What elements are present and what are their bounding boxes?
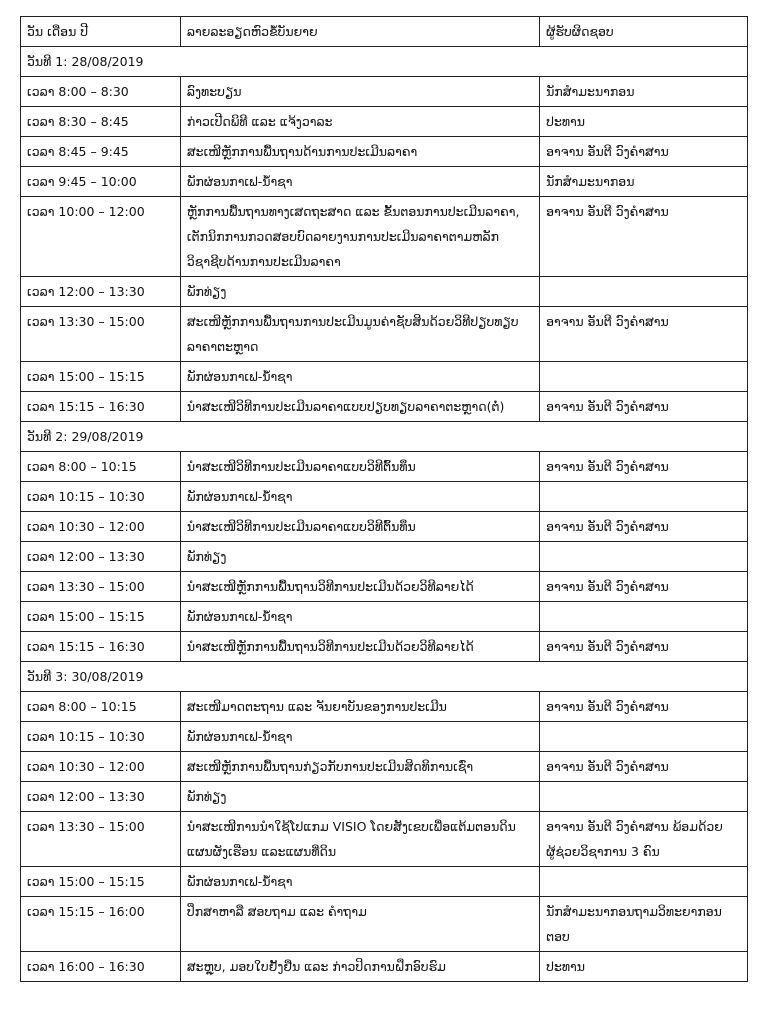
detail-cell: ພັກຜ່ອນກາເຟ-ນ້ຳຊາ	[180, 867, 539, 897]
schedule-row	[21, 452, 748, 482]
presenter-cell: ປະທານ	[540, 952, 748, 982]
time-cell: ເວລາ 15:15 – 16:30	[21, 392, 181, 422]
schedule-row	[21, 482, 748, 512]
detail-cell: ພັກຜ່ອນກາເຟ-ນ້ຳຊາ	[180, 482, 539, 512]
schedule-row	[21, 197, 748, 277]
time-cell: ເວລາ 12:00 – 13:30	[21, 277, 181, 307]
time-cell: ເວລາ 10:00 – 12:00	[21, 197, 181, 277]
presenter-cell: ອາຈານ ອັນຕີ ວົງຄຳສານ ພ້ອມດ້ວຍຜູ້ຊ່ວຍວິຊາການ 3 ຄົນ	[540, 812, 748, 867]
detail-cell: ສະເໜີຫຼັກການພື້ນຖານການປະເມີນມູນຄ່າຊັບສິນດ້ວຍວິທີປຽບທຽບລາຄາຕະຫຼາດ	[180, 307, 539, 362]
detail-cell: ພັກຜ່ອນກາເຟ-ນ້ຳຊາ	[180, 362, 539, 392]
presenter-cell: ນັກສຳມະນາກອນ	[540, 77, 748, 107]
detail-cell: ນຳສະເໜີການນຳໃຊ້ໂປແກມ VISIO ໂດຍສັງເຂບເພື່ອແຕ້ມຕອນດິນ ແຜນຜັງເຮືອນ ແລະແຜນທີ່ດິນ	[180, 812, 539, 867]
detail-cell: ພັກທ່ຽງ	[180, 542, 539, 572]
time-cell: ເວລາ 9:45 – 10:00	[21, 167, 181, 197]
header-detail: ລາຍລະອຽດຫົວຂໍ້ບັນຍາຍ	[180, 17, 539, 47]
presenter-cell	[540, 542, 748, 572]
presenter-cell: ອາຈານ ອັນຕີ ວົງຄຳສານ	[540, 137, 748, 167]
schedule-row	[21, 107, 748, 137]
schedule-row	[21, 542, 748, 572]
header-date: ວັນ ເດືອນ ປີ	[21, 17, 181, 47]
detail-cell: ພັກທ່ຽງ	[180, 277, 539, 307]
schedule-row	[21, 897, 748, 952]
time-cell: ເວລາ 10:30 – 12:00	[21, 512, 181, 542]
schedule-row	[21, 692, 748, 722]
presenter-cell	[540, 482, 748, 512]
time-cell: ເວລາ 8:00 – 10:15	[21, 692, 181, 722]
presenter-cell	[540, 782, 748, 812]
header-row	[21, 17, 748, 47]
detail-cell: ພັກຜ່ອນກາເຟ-ນ້ຳຊາ	[180, 167, 539, 197]
detail-cell: ພັກຜ່ອນກາເຟ-ນ້ຳຊາ	[180, 602, 539, 632]
time-cell: ເວລາ 15:00 – 15:15	[21, 602, 181, 632]
detail-cell: ກ່າວເປີດພິທີ ແລະ ແຈ້ງວາລະ	[180, 107, 539, 137]
time-cell: ເວລາ 13:30 – 15:00	[21, 812, 181, 867]
schedule-row	[21, 572, 748, 602]
schedule-row	[21, 812, 748, 867]
presenter-cell: ອາຈານ ອັນຕີ ວົງຄຳສານ	[540, 452, 748, 482]
day-section-row	[21, 47, 748, 77]
detail-cell: ນຳສະເໜີຫຼັກການພື້ນຖານວິທີການປະເມີນດ້ວຍວິທີລາຍໄດ້	[180, 632, 539, 662]
presenter-cell	[540, 362, 748, 392]
presenter-cell: ປະທານ	[540, 107, 748, 137]
time-cell: ເວລາ 10:30 – 12:00	[21, 752, 181, 782]
detail-cell: ນຳສະເໜີວິທີການປະເມີນລາຄາແບບວິທີຕົ້ນທຶນ	[180, 452, 539, 482]
detail-cell: ສະເໜີມາດຕະຖານ ແລະ ຈັນຍາບັນຂອງການປະເມີນ	[180, 692, 539, 722]
schedule-row	[21, 277, 748, 307]
schedule-row	[21, 602, 748, 632]
time-cell: ເວລາ 10:15 – 10:30	[21, 722, 181, 752]
detail-cell: ນຳສະເໜີຫຼັກການພື້ນຖານວິທີການປະເມີນດ້ວຍວິທີລາຍໄດ້	[180, 572, 539, 602]
presenter-cell: ອາຈານ ອັນຕີ ວົງຄຳສານ	[540, 392, 748, 422]
schedule-row	[21, 392, 748, 422]
schedule-row	[21, 632, 748, 662]
time-cell: ເວລາ 8:00 – 10:15	[21, 452, 181, 482]
day-section-label: ວັນທີ 2: 29/08/2019	[21, 422, 748, 452]
presenter-cell	[540, 277, 748, 307]
detail-cell: ປຶກສາຫາລື ສອບຖາມ ແລະ ຄຳຖາມ	[180, 897, 539, 952]
schedule-row	[21, 512, 748, 542]
detail-cell: ນຳສະເໜີວິທີການປະເມີນລາຄາແບບປຽບທຽບລາຄາຕະຫຼາດ(ຕໍ່)	[180, 392, 539, 422]
time-cell: ເວລາ 13:30 – 15:00	[21, 572, 181, 602]
detail-cell: ນຳສະເໜີວິທີການປະເມີນລາຄາແບບວິທີຕົ້ນທຶນ	[180, 512, 539, 542]
time-cell: ເວລາ 10:15 – 10:30	[21, 482, 181, 512]
detail-cell: ສະເໜີຫຼັກການພື້ນຖານດ້ານການປະເມີນລາຄາ	[180, 137, 539, 167]
schedule-row	[21, 782, 748, 812]
time-cell: ເວລາ 15:15 – 16:30	[21, 632, 181, 662]
time-cell: ເວລາ 8:00 – 8:30	[21, 77, 181, 107]
presenter-cell: ອາຈານ ອັນຕີ ວົງຄຳສານ	[540, 197, 748, 277]
detail-cell: ພັກຜ່ອນກາເຟ-ນ້ຳຊາ	[180, 722, 539, 752]
presenter-cell	[540, 602, 748, 632]
detail-cell: ພັກທ່ຽງ	[180, 782, 539, 812]
schedule-row	[21, 77, 748, 107]
day-section-row	[21, 662, 748, 692]
day-section-label: ວັນທີ 1: 28/08/2019	[21, 47, 748, 77]
time-cell: ເວລາ 12:00 – 13:30	[21, 542, 181, 572]
presenter-cell: ອາຈານ ອັນຕີ ວົງຄຳສານ	[540, 632, 748, 662]
presenter-cell: ອາຈານ ອັນຕີ ວົງຄຳສານ	[540, 572, 748, 602]
time-cell: ເວລາ 13:30 – 15:00	[21, 307, 181, 362]
detail-cell: ຫຼັກການພື້ນຖານທາງເສດຖະສາດ ແລະ ຂັ້ນຕອນການປະເມີນລາຄາ, ເຕັກນິກການກວດສອບບົດລາຍງານການປະເມີນລາຄາຕາມຫລັກວິຊາຊີບດ້ານການປະເມີນລາຄາ	[180, 197, 539, 277]
header-presenter: ຜູ້ຮັບຜິດຊອບ	[540, 17, 748, 47]
schedule-row	[21, 307, 748, 362]
presenter-cell	[540, 867, 748, 897]
presenter-cell: ອາຈານ ອັນຕີ ວົງຄຳສານ	[540, 512, 748, 542]
day-section-row	[21, 422, 748, 452]
presenter-cell: ນັກສຳມະນາກອນ	[540, 167, 748, 197]
detail-cell: ສະເໜີຫຼັກການພື້ນຖານກ່ຽວກັບການປະເມີນສິດທິການເຊົ່າ	[180, 752, 539, 782]
presenter-cell: ນັກສຳມະນາກອນຖາມວິທະຍາກອນຕອບ	[540, 897, 748, 952]
schedule-row	[21, 867, 748, 897]
schedule-table	[20, 16, 748, 982]
presenter-cell	[540, 722, 748, 752]
day-section-label: ວັນທີ 3: 30/08/2019	[21, 662, 748, 692]
schedule-row	[21, 722, 748, 752]
schedule-row	[21, 167, 748, 197]
schedule-body	[21, 47, 748, 982]
schedule-row	[21, 137, 748, 167]
time-cell: ເວລາ 15:15 – 16:00	[21, 897, 181, 952]
presenter-cell: ອາຈານ ອັນຕີ ວົງຄຳສານ	[540, 692, 748, 722]
time-cell: ເວລາ 15:00 – 15:15	[21, 362, 181, 392]
time-cell: ເວລາ 16:00 – 16:30	[21, 952, 181, 982]
presenter-cell: ອາຈານ ອັນຕີ ວົງຄຳສານ	[540, 752, 748, 782]
detail-cell: ສະຫຼຸບ, ມອບໃບຢັ້ງຢືນ ແລະ ກ່າວປິດການຝຶກອົບຮົມ	[180, 952, 539, 982]
time-cell: ເວລາ 12:00 – 13:30	[21, 782, 181, 812]
schedule-row	[21, 952, 748, 982]
schedule-row	[21, 362, 748, 392]
presenter-cell: ອາຈານ ອັນຕີ ວົງຄຳສານ	[540, 307, 748, 362]
schedule-row	[21, 752, 748, 782]
time-cell: ເວລາ 8:30 – 8:45	[21, 107, 181, 137]
detail-cell: ລົງທະບຽນ	[180, 77, 539, 107]
time-cell: ເວລາ 8:45 – 9:45	[21, 137, 181, 167]
time-cell: ເວລາ 15:00 – 15:15	[21, 867, 181, 897]
